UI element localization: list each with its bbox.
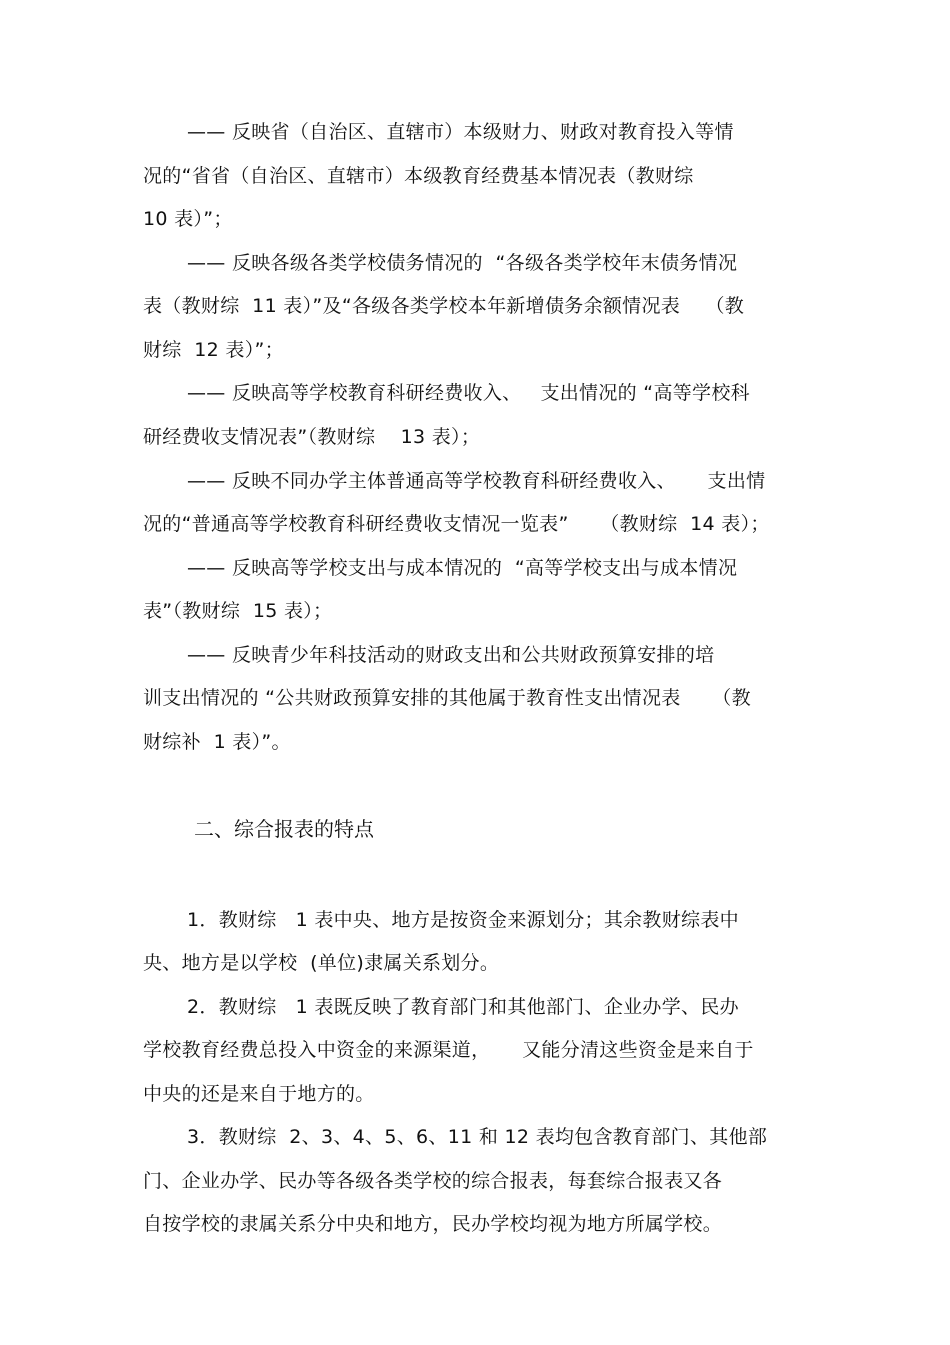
- text-line: 况的“普通高等学校教育科研经费收支情况一览表” （教财综 14 表）；: [143, 513, 770, 535]
- text-line: —— 反映青少年科技活动的财政支出和公共财政预算安排的培: [187, 644, 715, 666]
- text-line: 中央的还是来自于地方的。: [143, 1083, 375, 1105]
- section-heading: 二、综合报表的特点: [194, 817, 374, 841]
- text-line: 况的“省省（自治区、直辖市）本级教育经费基本情况表（教财综: [143, 165, 694, 187]
- text-line: 2．教财综 1 表既反映了教育部门和其他部门、企业办学、民办: [187, 996, 739, 1018]
- text-line: 训支出情况的 “公共财政预算安排的其他属于教育性支出情况表 （教: [143, 687, 751, 709]
- text-line: 自按学校的隶属关系分中央和地方，民办学校均视为地方所属学校。: [143, 1213, 723, 1235]
- text-line: —— 反映省（自治区、直辖市）本级财力、财政对教育投入等情: [187, 121, 734, 143]
- text-line: —— 反映高等学校支出与成本情况的 “高等学校支出与成本情况: [187, 557, 738, 579]
- text-line: 表”（教财综 15 表）；: [143, 600, 333, 622]
- text-line: 1．教财综 1 表中央、地方是按资金来源划分；其余教财综表中: [187, 909, 739, 931]
- text-line: 门、企业办学、民办等各级各类学校的综合报表，每套综合报表又各: [143, 1170, 723, 1192]
- text-line: 财综补 1 表）”。: [143, 731, 291, 753]
- text-line: —— 反映高等学校教育科研经费收入、 支出情况的 “高等学校科: [187, 382, 750, 404]
- text-line: —— 反映各级各类学校债务情况的 “各级各类学校年末债务情况: [187, 252, 738, 274]
- text-line: 学校教育经费总投入中资金的来源渠道， 又能分清这些资金是来自于: [143, 1039, 754, 1061]
- text-line: 研经费收支情况表”（教财综 13 表）；: [143, 426, 481, 448]
- text-line: 央、地方是以学校 (单位)隶属关系划分。: [143, 952, 500, 974]
- text-line: 3．教财综 2、3、4、5、6、11 和 12 表均包含教育部门、其他部: [187, 1126, 768, 1148]
- text-line: —— 反映不同办学主体普通高等学校教育科研经费收入、 支出情: [187, 470, 766, 492]
- text-line: 10 表）”；: [143, 208, 233, 230]
- text-line: 表（教财综 11 表）”及“各级各类学校本年新增债务余额情况表 （教: [143, 295, 745, 317]
- text-line: 财综 12 表）”；: [143, 339, 284, 361]
